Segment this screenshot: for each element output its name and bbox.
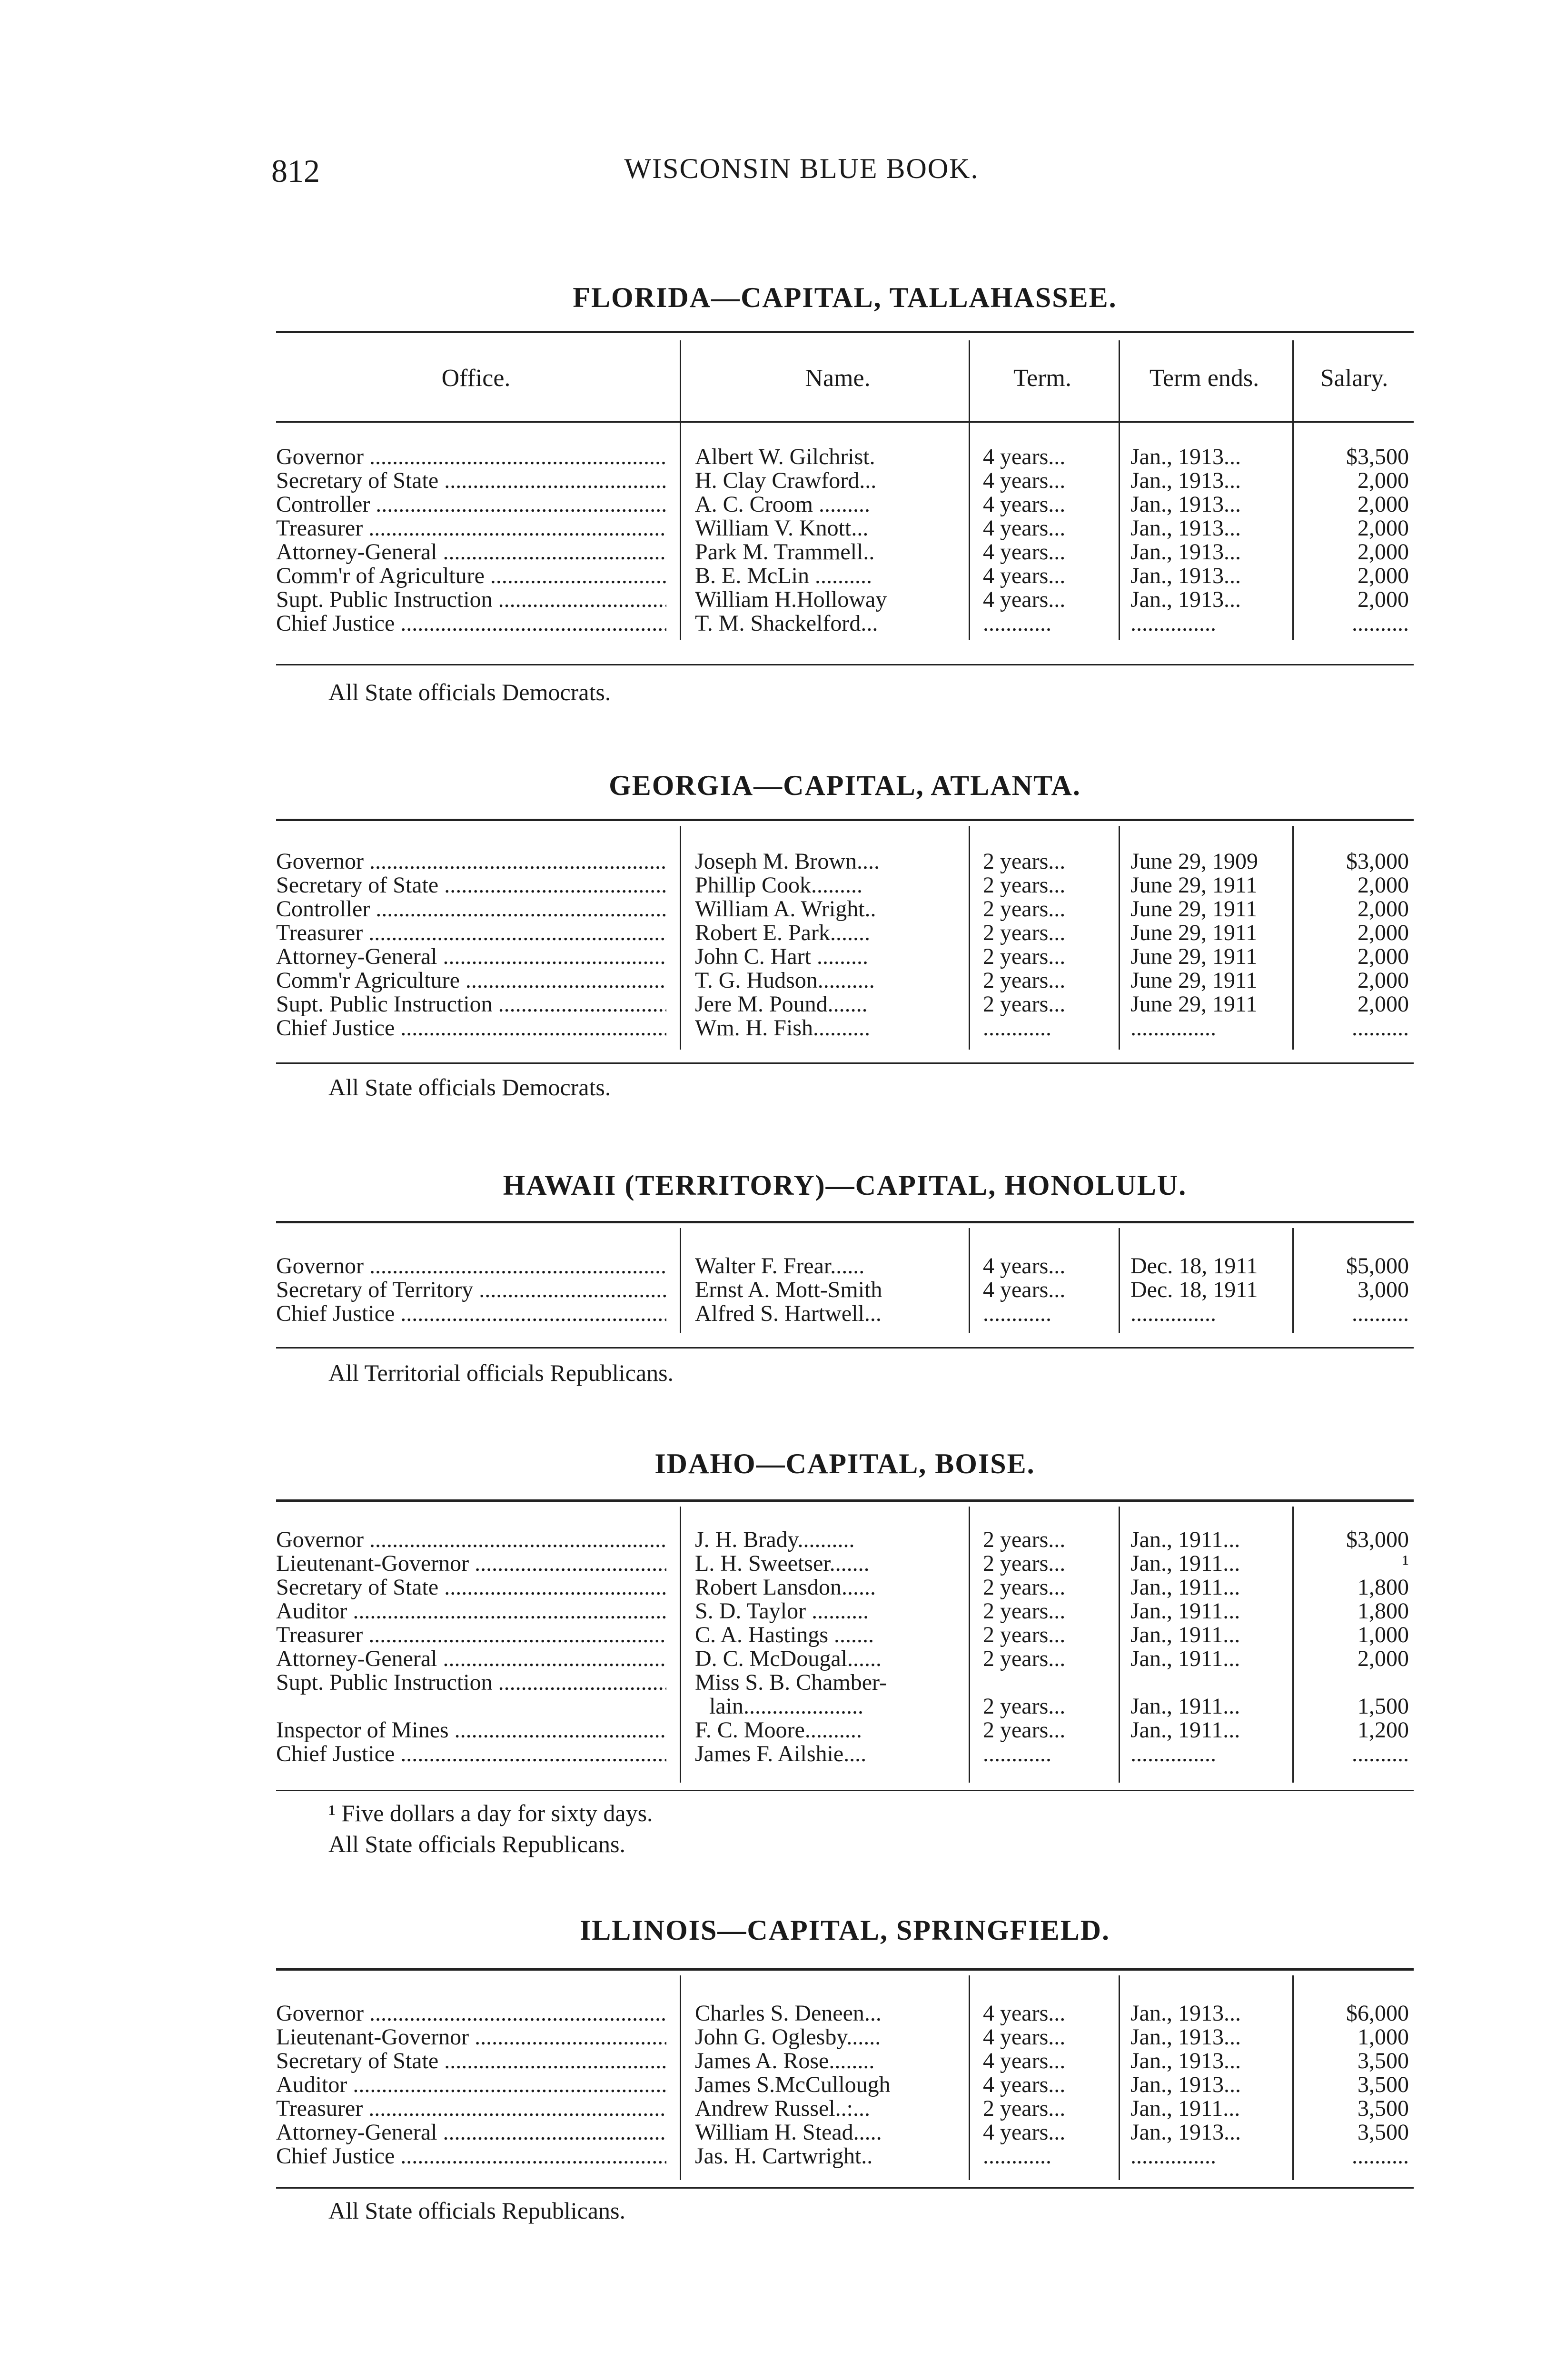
name-cell: William H.Holloway: [695, 588, 887, 612]
table-row: [276, 1552, 1414, 1576]
table-row: [276, 445, 1414, 469]
term-cell: 2 years...: [983, 1599, 1066, 1623]
name-cell: T. G. Hudson..........: [695, 969, 875, 992]
office-cell: Comm'r Agriculture .....: [276, 969, 666, 992]
salary-cell: 2,000: [1358, 563, 1409, 588]
salary-cell: $3,500: [1346, 444, 1409, 469]
name-cell: Park M. Trammell..: [695, 540, 875, 564]
term-ends-cell: Jan., 1913...: [1130, 2002, 1241, 2025]
table-row: [276, 516, 1414, 540]
office-cell: Chief Justice .....: [276, 1302, 666, 1326]
table-row: [276, 612, 1414, 635]
name-cell: Joseph M. Brown....: [695, 850, 880, 873]
table-row: [276, 493, 1414, 516]
term-cell: 2 years...: [983, 1528, 1066, 1552]
table-row: [276, 1302, 1414, 1326]
salary-cell: 2,000: [1358, 992, 1409, 1017]
illinois-section: [276, 1911, 1414, 2235]
salary-cell: ..........: [1352, 611, 1409, 636]
florida-section: [276, 278, 1414, 707]
table-row: [276, 1695, 1414, 1718]
salary-cell: $6,000: [1346, 2001, 1409, 2026]
term-ends-cell: June 29, 1911: [1130, 969, 1258, 992]
term-cell: 2 years...: [983, 873, 1066, 897]
name-cell: lain.....................: [709, 1695, 863, 1718]
salary-cell: $5,000: [1346, 1253, 1409, 1279]
bottom-rule: [276, 1062, 1414, 1064]
salary-cell: 2,000: [1358, 492, 1409, 517]
name-cell: Robert E. Park.......: [695, 921, 870, 945]
term-ends-cell: Jan., 1913...: [1130, 588, 1241, 612]
table-row: [276, 992, 1414, 1016]
party-note: All State officials Democrats.: [328, 1074, 611, 1101]
salary-cell: 1,200: [1358, 1717, 1409, 1743]
table-row: [276, 2049, 1414, 2073]
term-ends-cell: Jan., 1913...: [1130, 2121, 1241, 2144]
salary-cell: 1,000: [1358, 1622, 1409, 1647]
name-cell: Walter F. Frear......: [695, 1254, 865, 1278]
header-office: Office.: [441, 365, 511, 392]
term-cell: 4 years...: [983, 1278, 1066, 1302]
term-cell: 4 years...: [983, 588, 1066, 612]
header-name: Name.: [805, 365, 871, 392]
table-row: [276, 469, 1414, 493]
office-cell: Attorney-General .....: [276, 945, 666, 969]
name-cell: Phillip Cook.........: [695, 873, 863, 897]
office-cell: Treasurer .....: [276, 516, 666, 540]
top-rule: [276, 1968, 1414, 1971]
table-row: [276, 2144, 1414, 2168]
name-cell: James S.McCullough: [695, 2073, 891, 2097]
office-cell: Controller .....: [276, 897, 666, 921]
salary-cell: 2,000: [1358, 896, 1409, 922]
term-ends-cell: June 29, 1911: [1130, 921, 1258, 945]
header-term-ends: Term ends.: [1149, 365, 1259, 392]
term-ends-cell: June 29, 1911: [1130, 897, 1258, 921]
header-term: Term.: [1013, 365, 1071, 392]
bottom-rule: [276, 664, 1414, 665]
idaho-section: [276, 1445, 1414, 1873]
term-cell: 2 years...: [983, 1647, 1066, 1671]
officials-table: [276, 445, 1414, 635]
office-cell: Controller .....: [276, 493, 666, 516]
officials-table: [276, 850, 1414, 1040]
salary-cell: 2,000: [1358, 968, 1409, 993]
section-title: FLORIDA—CAPITAL, TALLAHASSEE.: [573, 282, 1117, 313]
footnote: ¹ Five dollars a day for sixty days.: [328, 1800, 653, 1826]
term-cell: 2 years...: [983, 992, 1066, 1016]
table-row: [276, 2025, 1414, 2049]
salary-cell: $3,000: [1346, 1527, 1409, 1552]
name-cell: William H. Stead.....: [695, 2121, 882, 2144]
term-cell: 2 years...: [983, 1552, 1066, 1576]
term-cell: 2 years...: [983, 969, 1066, 992]
office-cell: Secretary of State .....: [276, 2049, 666, 2073]
salary-cell: 1,500: [1358, 1694, 1409, 1719]
office-cell: Supt. Public Instruction .....: [276, 992, 666, 1016]
salary-cell: 2,000: [1358, 944, 1409, 969]
table-row: [276, 2121, 1414, 2144]
salary-cell: 2,000: [1358, 468, 1409, 493]
term-cell: 4 years...: [983, 469, 1066, 493]
salary-cell: ..........: [1352, 1301, 1409, 1326]
name-cell: Charles S. Deneen...: [695, 2002, 882, 2025]
office-cell: Lieutenant-Governor .....: [276, 2025, 666, 2049]
name-cell: Miss S. B. Chamber-: [695, 1671, 887, 1695]
term-ends-cell: Jan., 1913...: [1130, 493, 1241, 516]
term-cell: 2 years...: [983, 945, 1066, 969]
table-row: [276, 897, 1414, 921]
office-cell: Attorney-General .....: [276, 540, 666, 564]
table-row: [276, 873, 1414, 897]
name-cell: Jere M. Pound.......: [695, 992, 868, 1016]
term-cell: 4 years...: [983, 2025, 1066, 2049]
office-cell: Governor .....: [276, 2002, 666, 2025]
office-cell: Chief Justice .....: [276, 1742, 666, 1766]
term-ends-cell: ...............: [1130, 2144, 1216, 2168]
name-cell: L. H. Sweetser.......: [695, 1552, 870, 1576]
term-ends-cell: ...............: [1130, 1016, 1216, 1040]
term-cell: 4 years...: [983, 2049, 1066, 2073]
term-ends-cell: Jan., 1911...: [1130, 1623, 1240, 1647]
office-cell: Secretary of State .....: [276, 469, 666, 493]
table-row: [276, 2002, 1414, 2025]
top-rule: [276, 1499, 1414, 1502]
salary-cell: ¹: [1402, 1551, 1409, 1576]
salary-cell: 1,800: [1358, 1598, 1409, 1624]
party-note: All State officials Republicans.: [328, 1831, 625, 1857]
salary-cell: 2,000: [1358, 1646, 1409, 1671]
term-ends-cell: ...............: [1130, 1742, 1216, 1766]
term-cell: 2 years...: [983, 1576, 1066, 1599]
term-ends-cell: June 29, 1911: [1130, 873, 1258, 897]
table-row: [276, 1576, 1414, 1599]
salary-cell: $3,000: [1346, 849, 1409, 874]
salary-cell: 1,000: [1358, 2024, 1409, 2050]
salary-cell: 1,800: [1358, 1575, 1409, 1600]
term-cell: 4 years...: [983, 493, 1066, 516]
term-cell: 4 years...: [983, 2121, 1066, 2144]
term-cell: 4 years...: [983, 516, 1066, 540]
table-row: [276, 2073, 1414, 2097]
office-cell: Treasurer .....: [276, 1623, 666, 1647]
office-cell: Governor .....: [276, 1528, 666, 1552]
name-cell: James A. Rose........: [695, 2049, 875, 2073]
name-cell: Ernst A. Mott-Smith: [695, 1278, 882, 1302]
term-ends-cell: Jan., 1913...: [1130, 445, 1241, 469]
top-rule: [276, 1221, 1414, 1223]
officials-table: [276, 1528, 1414, 1766]
salary-cell: 2,000: [1358, 873, 1409, 898]
term-ends-cell: Dec. 18, 1911: [1130, 1278, 1258, 1302]
salary-cell: 3,500: [1358, 2048, 1409, 2073]
name-cell: S. D. Taylor ..........: [695, 1599, 869, 1623]
table-row: [276, 1742, 1414, 1766]
term-ends-cell: June 29, 1909: [1130, 850, 1258, 873]
table-row: [276, 969, 1414, 992]
table-row: [276, 588, 1414, 612]
term-cell: 4 years...: [983, 564, 1066, 588]
table-row: [276, 850, 1414, 873]
georgia-section: [276, 766, 1414, 1109]
bottom-rule: [276, 1790, 1414, 1791]
term-ends-cell: ...............: [1130, 1302, 1216, 1326]
table-row: [276, 1254, 1414, 1278]
officials-table: [276, 2002, 1414, 2168]
term-ends-cell: Jan., 1913...: [1130, 469, 1241, 493]
name-cell: H. Clay Crawford...: [695, 469, 877, 493]
name-cell: D. C. McDougal......: [695, 1647, 882, 1671]
table-row: [276, 564, 1414, 588]
salary-cell: 3,500: [1358, 2072, 1409, 2097]
term-ends-cell: Jan., 1913...: [1130, 2073, 1241, 2097]
header-rule: [276, 421, 1414, 423]
name-cell: William A. Wright..: [695, 897, 876, 921]
table-row: [276, 1623, 1414, 1647]
office-cell: Governor .....: [276, 850, 666, 873]
office-cell: Inspector of Mines .....: [276, 1718, 666, 1742]
officials-table: [276, 1254, 1414, 1326]
term-cell: 4 years...: [983, 1254, 1066, 1278]
term-cell: ............: [983, 1302, 1051, 1326]
name-cell: F. C. Moore..........: [695, 1718, 862, 1742]
office-cell: Attorney-General .....: [276, 1647, 666, 1671]
table-row: [276, 1647, 1414, 1671]
name-cell: T. M. Shackelford...: [695, 612, 878, 635]
term-ends-cell: Jan., 1911...: [1130, 1552, 1240, 1576]
term-ends-cell: June 29, 1911: [1130, 945, 1258, 969]
salary-cell: 2,000: [1358, 587, 1409, 612]
name-cell: Jas. H. Cartwright..: [695, 2144, 873, 2168]
office-cell: Secretary of State .....: [276, 1576, 666, 1599]
page-number: 812: [271, 153, 320, 189]
salary-cell: 3,500: [1358, 2120, 1409, 2145]
party-note: All State officials Democrats.: [328, 679, 611, 705]
term-cell: 2 years...: [983, 921, 1066, 945]
table-row: [276, 540, 1414, 564]
name-cell: J. H. Brady..........: [695, 1528, 855, 1552]
office-cell: Comm'r of Agriculture .....: [276, 564, 666, 588]
table-row: [276, 1016, 1414, 1040]
term-cell: 4 years...: [983, 540, 1066, 564]
office-cell: Chief Justice .....: [276, 2144, 666, 2168]
office-cell: Governor .....: [276, 445, 666, 469]
hawaii-section: [276, 1166, 1414, 1390]
party-note: All State officials Republicans.: [328, 2197, 625, 2224]
running-head: WISCONSIN BLUE BOOK.: [624, 153, 979, 184]
table-row: [276, 1278, 1414, 1302]
term-ends-cell: Jan., 1913...: [1130, 2049, 1241, 2073]
office-cell: Attorney-General .....: [276, 2121, 666, 2144]
name-cell: John C. Hart .........: [695, 945, 868, 969]
office-cell: Lieutenant-Governor .....: [276, 1552, 666, 1576]
term-ends-cell: Jan., 1911...: [1130, 1576, 1240, 1599]
term-cell: 2 years...: [983, 1623, 1066, 1647]
office-cell: Secretary of Territory .....: [276, 1278, 666, 1302]
name-cell: Robert Lansdon......: [695, 1576, 876, 1599]
office-cell: Treasurer .....: [276, 2097, 666, 2121]
table-row: [276, 1671, 1414, 1695]
name-cell: A. C. Croom .........: [695, 493, 871, 516]
salary-cell: 2,000: [1358, 920, 1409, 945]
office-cell: Chief Justice .....: [276, 612, 666, 635]
term-ends-cell: Jan., 1913...: [1130, 516, 1241, 540]
term-cell: 4 years...: [983, 2073, 1066, 2097]
top-rule: [276, 331, 1414, 333]
term-cell: ............: [983, 1742, 1051, 1766]
office-cell: Auditor .....: [276, 1599, 666, 1623]
term-cell: 2 years...: [983, 2097, 1066, 2121]
table-row: [276, 921, 1414, 945]
salary-cell: ..........: [1352, 1741, 1409, 1766]
term-ends-cell: Jan., 1913...: [1130, 564, 1241, 588]
salary-cell: 2,000: [1358, 539, 1409, 565]
term-cell: ............: [983, 612, 1051, 635]
term-ends-cell: Jan., 1911...: [1130, 1647, 1240, 1671]
section-title: IDAHO—CAPITAL, BOISE.: [654, 1448, 1035, 1479]
term-cell: 2 years...: [983, 1695, 1066, 1718]
term-cell: 4 years...: [983, 2002, 1066, 2025]
name-cell: Alfred S. Hartwell...: [695, 1302, 882, 1326]
term-ends-cell: Jan., 1911...: [1130, 1695, 1240, 1718]
name-cell: John G. Oglesby......: [695, 2025, 881, 2049]
term-cell: ............: [983, 1016, 1051, 1040]
term-ends-cell: Jan., 1911...: [1130, 2097, 1240, 2121]
term-cell: 2 years...: [983, 850, 1066, 873]
name-cell: C. A. Hastings .......: [695, 1623, 874, 1647]
term-ends-cell: Jan., 1911...: [1130, 1718, 1240, 1742]
term-ends-cell: Dec. 18, 1911: [1130, 1254, 1258, 1278]
term-cell: 4 years...: [983, 445, 1066, 469]
term-cell: ............: [983, 2144, 1051, 2168]
name-cell: Andrew Russel..:...: [695, 2097, 870, 2121]
office-cell: Supt. Public Instruction .....: [276, 1671, 666, 1695]
header-salary: Salary.: [1320, 365, 1388, 392]
table-row: [276, 1718, 1414, 1742]
salary-cell: ..........: [1352, 1015, 1409, 1041]
table-row: [276, 945, 1414, 969]
name-cell: Albert W. Gilchrist.: [695, 445, 875, 469]
term-cell: 2 years...: [983, 1718, 1066, 1742]
top-rule: [276, 819, 1414, 821]
name-cell: Wm. H. Fish..........: [695, 1016, 871, 1040]
section-title: HAWAII (TERRITORY)—CAPITAL, HONOLULU.: [503, 1170, 1187, 1201]
salary-cell: 3,000: [1358, 1277, 1409, 1302]
term-ends-cell: Jan., 1911...: [1130, 1528, 1240, 1552]
office-cell: Governor .....: [276, 1254, 666, 1278]
term-ends-cell: Jan., 1913...: [1130, 540, 1241, 564]
term-ends-cell: ...............: [1130, 612, 1216, 635]
bottom-rule: [276, 1347, 1414, 1349]
salary-cell: 2,000: [1358, 516, 1409, 541]
section-title: ILLINOIS—CAPITAL, SPRINGFIELD.: [579, 1914, 1110, 1946]
party-note: All Territorial officials Republicans.: [328, 1359, 674, 1386]
table-row: [276, 1528, 1414, 1552]
office-cell: Chief Justice .....: [276, 1016, 666, 1040]
term-ends-cell: Jan., 1911...: [1130, 1599, 1240, 1623]
table-row: [276, 2097, 1414, 2121]
name-cell: William V. Knott...: [695, 516, 869, 540]
term-cell: 2 years...: [983, 897, 1066, 921]
salary-cell: ..........: [1352, 2143, 1409, 2169]
office-cell: Auditor .....: [276, 2073, 666, 2097]
name-cell: James F. Ailshie....: [695, 1742, 867, 1766]
section-title: GEORGIA—CAPITAL, ATLANTA.: [609, 770, 1081, 801]
table-row: [276, 1599, 1414, 1623]
term-ends-cell: June 29, 1911: [1130, 992, 1258, 1016]
office-cell: Secretary of State .....: [276, 873, 666, 897]
salary-cell: 3,500: [1358, 2096, 1409, 2121]
office-cell: Supt. Public Instruction .....: [276, 588, 666, 612]
name-cell: B. E. McLin ..........: [695, 564, 872, 588]
term-ends-cell: Jan., 1913...: [1130, 2025, 1241, 2049]
office-cell: Treasurer .....: [276, 921, 666, 945]
bottom-rule: [276, 2187, 1414, 2189]
